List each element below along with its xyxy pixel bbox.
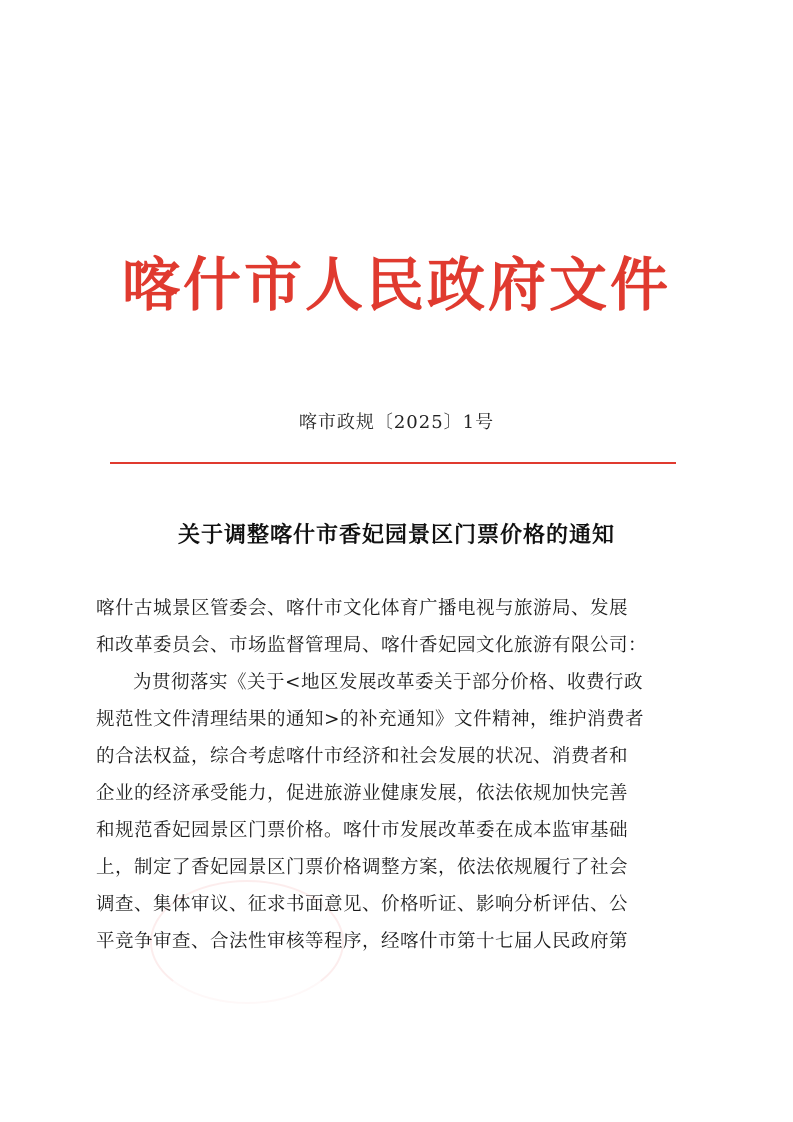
recipients-line: 喀什古城景区管委会、喀什市文化体育广播电视与旅游局、发展: [96, 598, 629, 619]
body-line: 上，制定了香妃园景区门票价格调整方案，依法依规履行了社会: [96, 857, 629, 878]
body-line: 为贯彻落实《关于<地区发展改革委关于部分价格、收费行政: [133, 672, 644, 693]
recipients-line: 和改革委员会、市场监督管理局、喀什香妃园文化旅游有限公司：: [96, 635, 648, 656]
notice-title: 关于调整喀什市香妃园景区门票价格的通知: [177, 523, 615, 548]
body-line: 的合法权益，综合考虑喀什市经济和社会发展的状况、消费者和: [96, 746, 629, 767]
body-line: 和规范香妃园景区门票价格。喀什市发展改革委在成本监审基础: [96, 820, 629, 841]
document-number: 喀市政规〔2025〕1号: [298, 412, 495, 433]
faint-seal-trace: [150, 880, 344, 1004]
body-line: 规范性文件清理结果的通知>的补充通知》文件精神，维护消费者: [96, 709, 645, 730]
body-line: 调查、集体审议、征求书面意见、价格听证、影响分析评估、公: [96, 894, 629, 915]
body-line: 企业的经济承受能力，促进旅游业健康发展，依法依规加快完善: [96, 783, 629, 804]
issuer-header-title: 喀什市人民政府文件: [121, 251, 671, 319]
red-divider-line: [110, 462, 676, 464]
body-line: 平竞争审查、合法性审核等程序，经喀什市第十七届人民政府第: [96, 931, 629, 952]
